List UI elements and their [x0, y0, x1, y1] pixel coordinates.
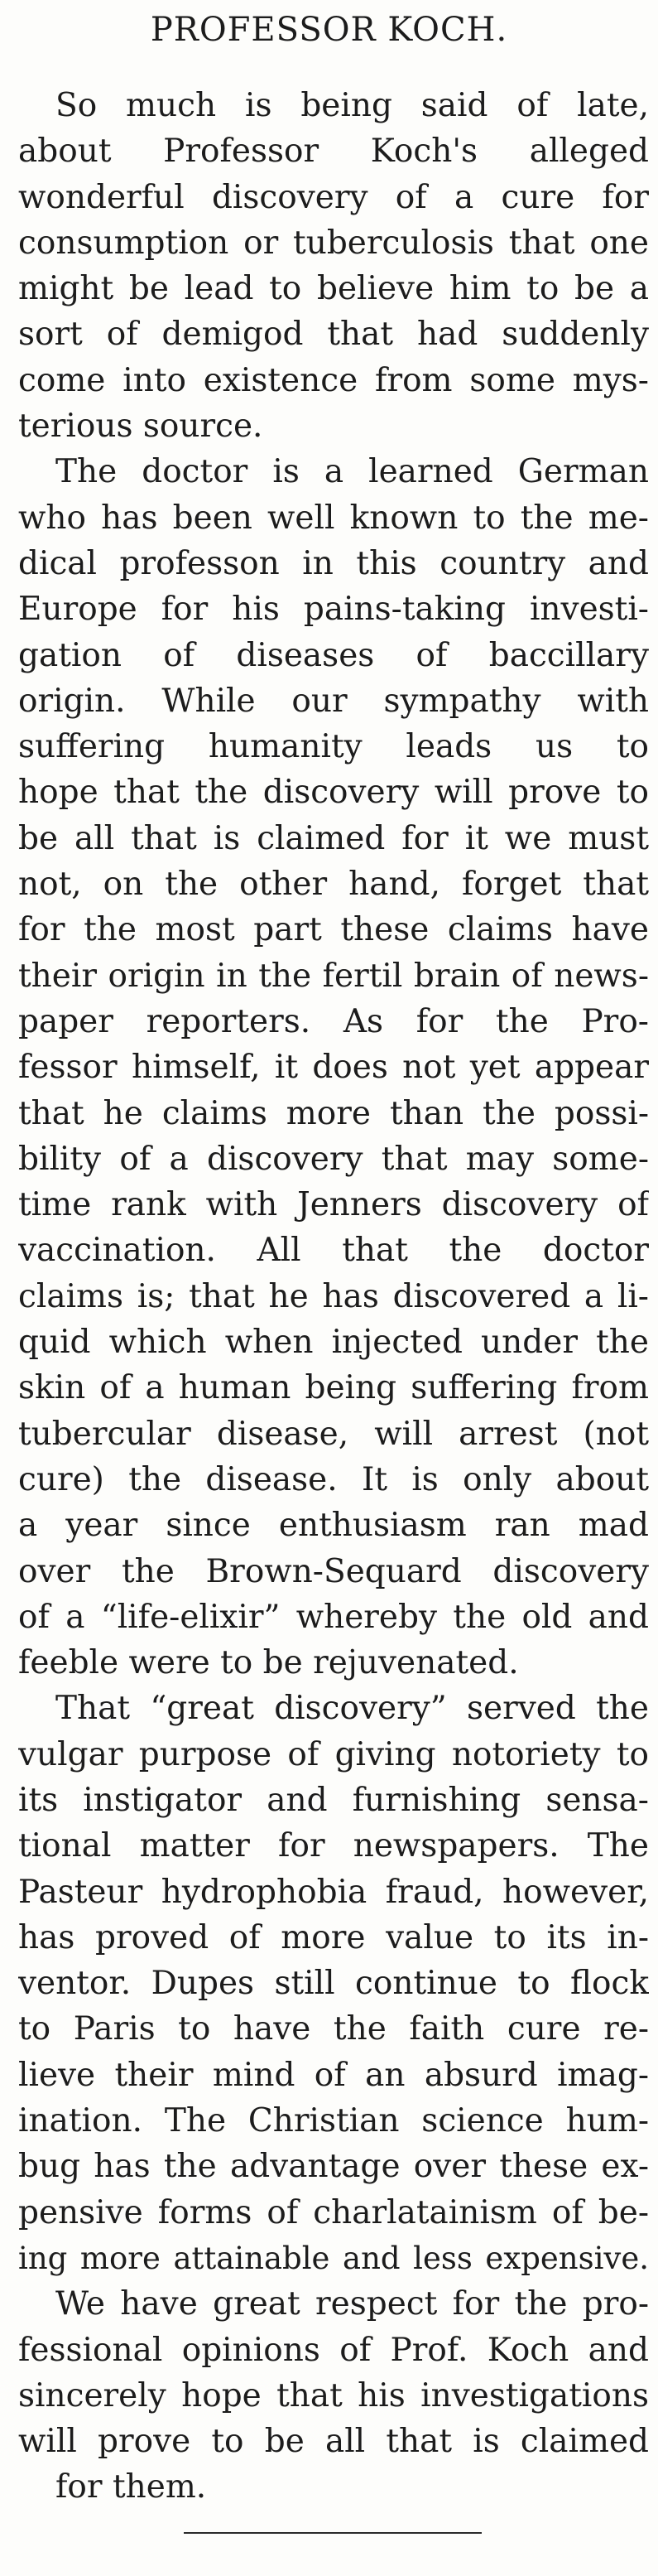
article-line: paper reporters. As for the Pro- — [18, 1002, 649, 1040]
article-line: be all that is claimed for it we must — [18, 819, 649, 857]
article-line: tional matter for newspapers. The — [18, 1827, 649, 1865]
article-line: cure) the disease. It is only about — [18, 1460, 649, 1498]
article-line: their origin in the fertil brain of news- — [18, 957, 649, 995]
article-line: hope that the discovery will prove to — [18, 774, 649, 812]
article-line: not, on the other hand, forget that — [18, 866, 649, 904]
article-line: quid which when injected under the — [18, 1324, 649, 1362]
article-line: to Paris to have the faith cure re- — [18, 2010, 649, 2048]
article-line: feeble were to be rejuvenated. — [18, 1644, 519, 1682]
article-line: has proved of more value to its in- — [18, 1918, 649, 1956]
article-line: terious source. — [18, 408, 263, 446]
article-line: a year since enthusiasm ran mad — [18, 1507, 649, 1545]
article-line: sincerely hope that his investigations — [18, 2376, 649, 2414]
article-line: origin. While our sympathy with — [18, 682, 649, 720]
article-line: about Professor Koch's alleged — [18, 133, 649, 171]
article-line: its instigator and furnishing sensa- — [18, 1781, 649, 1819]
article-line: vaccination. All that the doctor — [18, 1232, 649, 1270]
article-line: fessor himself, it does not yet appear — [18, 1049, 649, 1087]
article-line: bility of a discovery that may some- — [18, 1140, 649, 1178]
article-line: for the most part these claims have — [18, 911, 649, 949]
article-line: The doctor is a learned German — [55, 453, 649, 491]
article-line: that he claims more than the possi- — [18, 1094, 649, 1132]
article-line: We have great respect for the pro- — [55, 2285, 649, 2323]
article-line: over the Brown-Sequard discovery — [18, 1552, 649, 1590]
article-line: gation of diseases of baccillary — [18, 636, 649, 674]
article-line: ination. The Christian science hum- — [18, 2102, 649, 2140]
article-line: Pasteur hydrophobia fraud, however, — [18, 1873, 649, 1911]
article-line: might be lead to believe him to be a — [18, 270, 649, 308]
article-line: ing more attainable and less expensive. — [18, 2240, 649, 2276]
article-line: for them. — [55, 2468, 207, 2506]
article-line: will prove to be all that is claimed — [18, 2423, 649, 2461]
article-line: That “great discovery” served the — [55, 1690, 649, 1728]
article-line: who has been well known to the me- — [18, 499, 649, 537]
article-line: tubercular disease, will arrest (not — [18, 1415, 649, 1453]
article-line: bug has the advantage over these ex- — [18, 2148, 649, 2186]
article-line: vulgar purpose of giving notoriety to — [18, 1735, 649, 1773]
article-line: of a “life-elixir” whereby the old and — [18, 1598, 649, 1636]
article-line: time rank with Jenners discovery of — [18, 1186, 649, 1224]
headline: PROFESSOR KOCH. — [150, 11, 508, 49]
article-line: Europe for his pains-taking investi- — [18, 591, 649, 629]
article-body — [18, 83, 649, 2511]
article-line: claims is; that he has discovered a li- — [18, 1277, 649, 1315]
article-line: wonderful discovery of a cure for — [18, 178, 649, 216]
article-line: fessional opinions of Prof. Koch and — [18, 2331, 649, 2369]
article-line: consumption or tuberculosis that one — [18, 224, 649, 262]
article-line: sort of demigod that had suddenly — [18, 316, 649, 354]
article-line: dical professon in this country and — [18, 544, 649, 582]
article-line: skin of a human being suffering from — [18, 1369, 649, 1407]
article-line: come into existence from some mys- — [18, 361, 649, 399]
end-rule — [184, 2532, 482, 2534]
article-line: lieve their mind of an absurd imag- — [18, 2056, 649, 2094]
article-line: ventor. Dupes still continue to flock — [18, 1965, 649, 2003]
article-line: pensive forms of charlatainism of be- — [18, 2193, 649, 2231]
article-line: suffering humanity leads us to — [18, 728, 649, 766]
article-line: So much is being said of late, — [55, 87, 649, 124]
